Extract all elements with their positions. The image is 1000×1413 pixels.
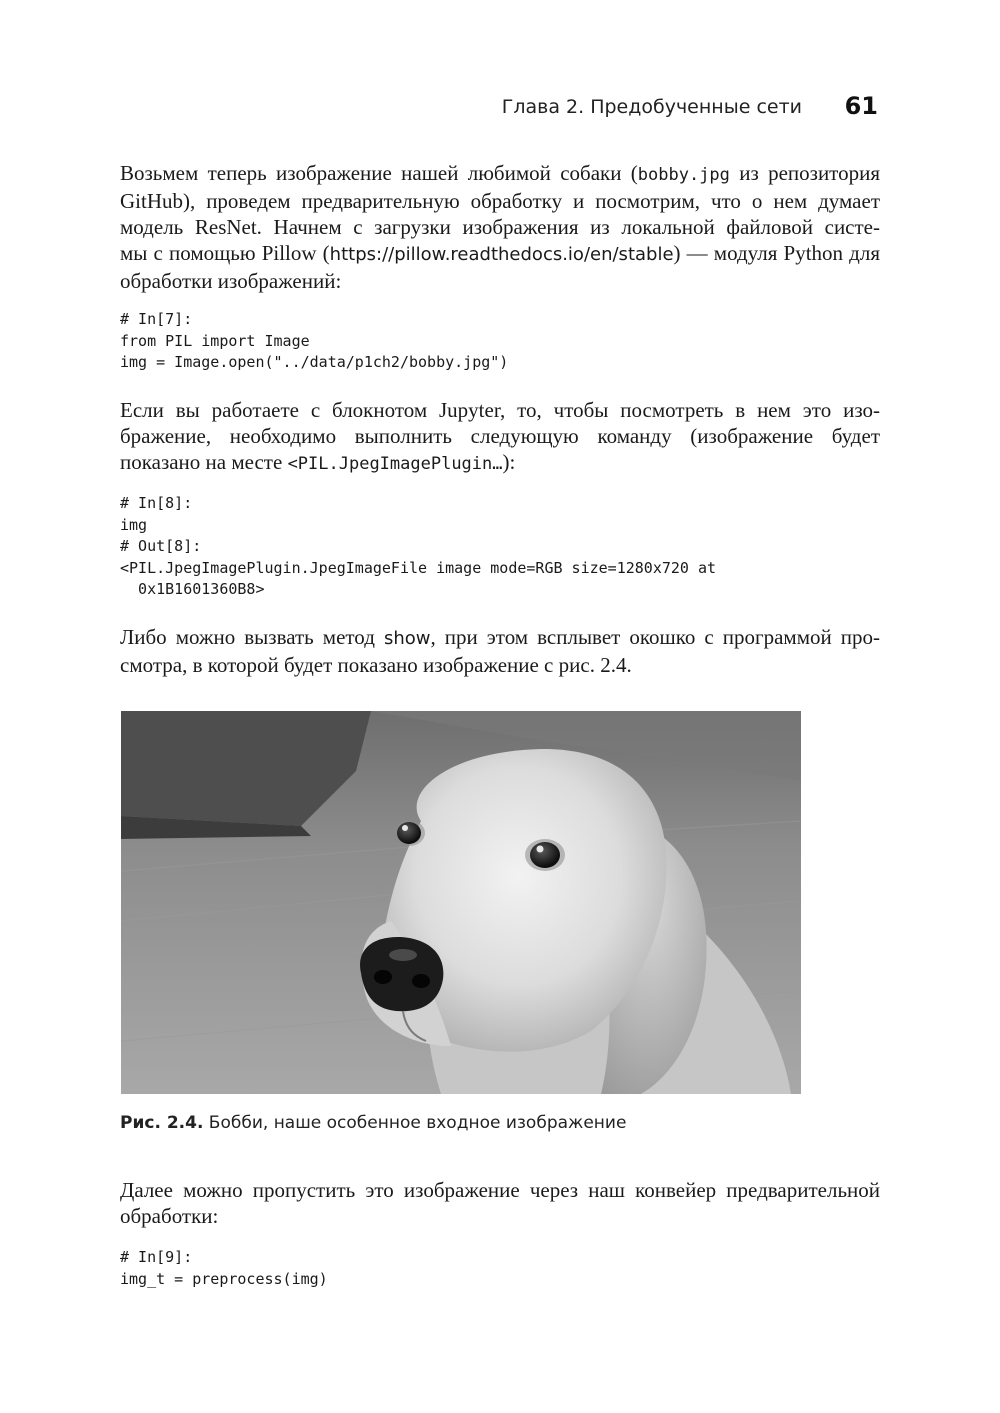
running-header: [120, 92, 878, 126]
paragraph-line: GitHub), проведем предварительную обработку и посмотрим, что о нем думает: [120, 189, 880, 213]
code-line: # In[9]:: [120, 1248, 193, 1266]
pillow-url-link[interactable]: https://pillow.readthedocs.io/en/stable: [329, 244, 674, 265]
code-line: # In[8]:: [120, 494, 193, 512]
paragraph-line: обработки изображений:: [120, 269, 342, 293]
figure-caption: [120, 1113, 626, 1133]
paragraph-line: бражение, необходимо выполнить следующую команду (изображение будет: [120, 424, 880, 448]
paragraph-line: Либо можно вызвать метод show, при этом всплывет окошко с программой про-: [120, 625, 881, 649]
code-line: 0x1B1601360B8>: [120, 580, 265, 598]
page-number: 61: [844, 92, 878, 120]
caption-text: Бобби, наше особенное входное изображение: [203, 1113, 627, 1133]
code-line: <PIL.JpegImagePlugin.JpegImageFile image mode=RGB size=1280x720 at: [120, 558, 717, 577]
paragraph-intro: [120, 160, 880, 294]
paragraph-show: [120, 624, 880, 678]
caption-label: Рис. 2.4.: [120, 1113, 204, 1133]
code-block-in9: [120, 1247, 328, 1290]
code-line: img = Image.open("../data/p1ch2/bobby.jpg"): [120, 353, 509, 371]
paragraph-line: Далее можно пропустить это изображение через наш конвейер предварительной: [120, 1178, 880, 1202]
paragraph-line: показано на месте <PIL.JpegImagePlugin…):: [120, 450, 516, 474]
code-line: img: [120, 515, 148, 534]
paragraph-line: мы с помощью Pillow (https://pillow.readthedocs.io/en/stable) — модуля Python для: [120, 241, 880, 265]
code-line: img_t = preprocess(img): [120, 1269, 328, 1288]
dog-photo-illustration: [121, 711, 801, 1094]
figure-dog-photo: [121, 711, 801, 1094]
inline-code-pil: <PIL.JpegImagePlugin…: [287, 454, 503, 474]
paragraph-line: модель ResNet. Начнем с загрузки изображения из локальной файловой систе-: [120, 215, 880, 239]
inline-code-filename: bobby.jpg: [637, 165, 730, 185]
code-block-in7: [120, 309, 508, 374]
paragraph-line: Если вы работаете с блокнотом Jupyter, то, чтобы посмотреть в нем это изо-: [120, 398, 880, 422]
code-line: # In[7]:: [120, 310, 193, 328]
paragraph-jupyter: [120, 397, 880, 477]
code-line: # Out[8]:: [120, 537, 202, 555]
chapter-title: Глава 2. Предобученные сети: [501, 96, 802, 118]
code-line: from PIL import Image: [120, 331, 310, 350]
paragraph-preprocess: [120, 1177, 880, 1229]
paragraph-line: смотра, в которой будет показано изображение с рис. 2.4.: [120, 653, 632, 677]
paragraph-line: Возьмем теперь изображение нашей любимой собаки (bobby.jpg из репозитория: [120, 161, 880, 185]
inline-code-show: show: [383, 628, 431, 649]
code-block-in8: [120, 493, 716, 601]
paragraph-line: обработки:: [120, 1204, 219, 1228]
